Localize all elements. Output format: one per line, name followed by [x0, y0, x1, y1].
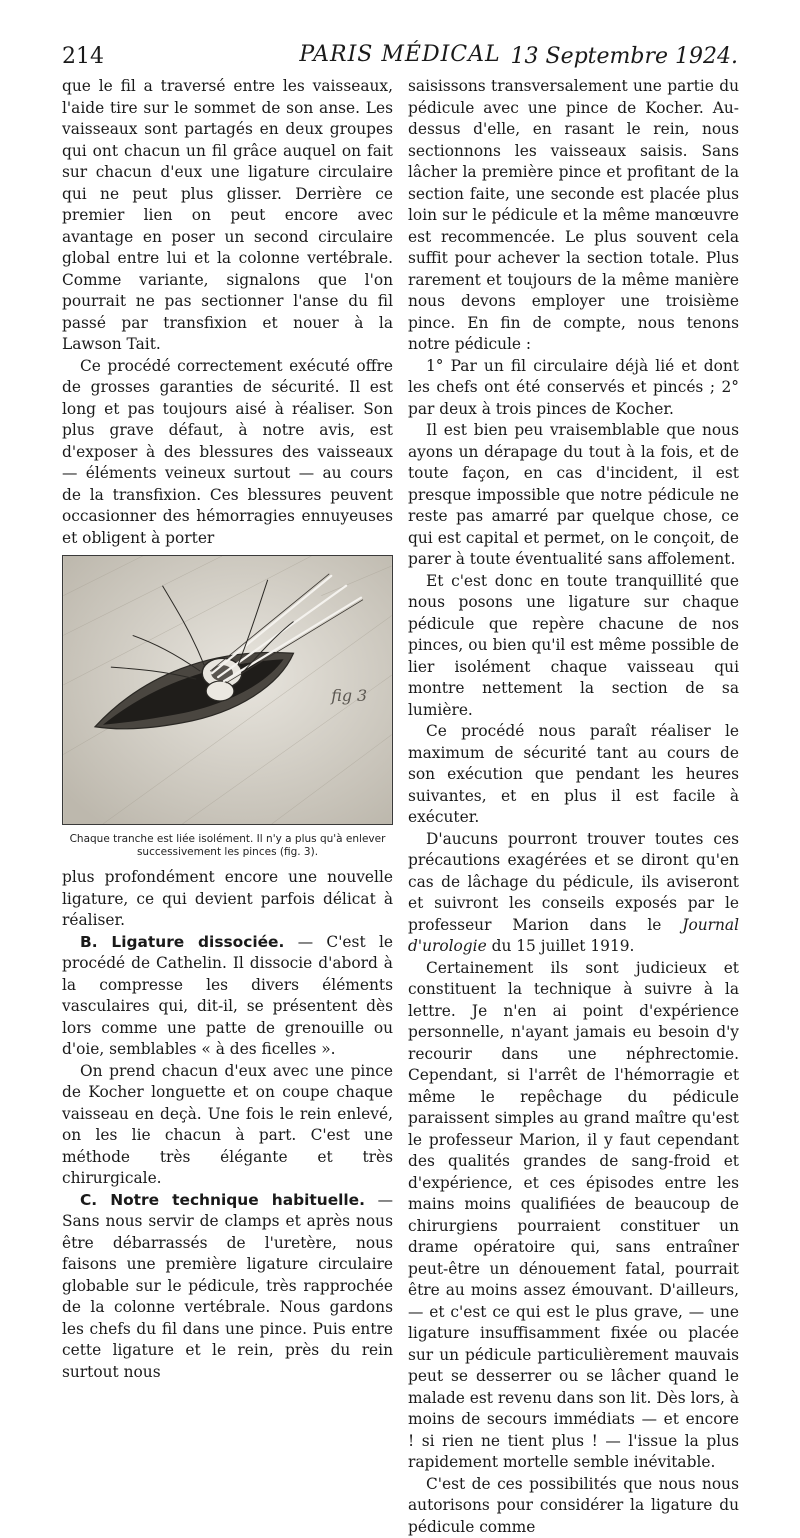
- page-header: [0, 0, 800, 70]
- issue-date: 13 Septembre 1924.: [511, 44, 738, 69]
- paragraph: Il est bien peu vraisemblable que nous ayons un dérapage du tout à la fois, et de toute façon, en cas d'incident, il est presque impossible que notre pédicule ne reste pas amarré par quelque chose, ce qui est capital et permet, on le conçoit, de parer à toute éventualité sans affolement.: [408, 420, 739, 571]
- paragraph: C'est de ces possibilités que nous nous autorisons pour considérer la ligature du pédicule comme: [408, 1474, 739, 1538]
- paragraph-b: B. Ligature dissociée. — C'est le procédé de Cathelin. Il dissocie d'abord à la compresse les divers éléments vasculaires qui, dit-il, se présentent dès lors comme une patte de grenouille ou d'oie, semblables « à des ficelles ».: [62, 932, 393, 1061]
- paragraph: Et c'est donc en toute tranquillité que nous posons une ligature sur chaque pédicule que repère chacune de nos pinces, ou bien qu'il est même possible de lier isolément chaque vaisseau qui montre nettement la section de sa lumière.: [408, 571, 739, 722]
- surgical-illustration: [62, 555, 393, 825]
- page-number: 214: [62, 44, 104, 69]
- figure-caption: Chaque tranche est liée isolément. Il n'y a plus qu'à enlever successivement les pinces (fig. 3).: [62, 833, 393, 859]
- journal-title: PARIS MÉDICAL: [0, 42, 800, 67]
- paragraph-c: C. Notre technique habituelle. — Sans nous servir de clamps et après nous être débarrassés de l'uretère, nous faisons une première ligature circulaire globable sur le pédicule, très rapprochée de la colonne vertébrale. Nous gardons les chefs du fil dans une pince. Puis entre cette ligature et le rein, près du rein surtout nous: [62, 1190, 393, 1384]
- left-column: [62, 76, 393, 1383]
- section-heading: B. Ligature dissociée.: [80, 933, 284, 951]
- paragraph: 1° Par un fil circulaire déjà lié et dont les chefs ont été conservés et pincés ; 2° par deux à trois pinces de Kocher.: [408, 356, 739, 421]
- right-column: [408, 76, 739, 1538]
- paragraph: Certainement ils sont judicieux et constituent la technique à suivre à la lettre. Je n'en ai point d'expérience personnelle, n'ayant jamais eu besoin d'y recourir dans une néphrectomie. Cependant, si l'arrêt de l'hémorragie et même le repêchage du pédicule paraissent simples au grand maître qu'est le professeur Marion, il y faut cependant des qualités grandes de sang-froid et d'expérience, et ces épisodes entre les mains moins qualifiées de beaucoup de chirurgiens pourraient constituer un drame opératoire qui, sans entraîner peut-être un dénouement fatal, pourrait être au moins assez émouvant. D'ailleurs, — et c'est ce qui est le plus grave, — une ligature insuffisamment fixée ou placée sur un pédicule particulièrement mauvais peut se desserrer ou se lâcher quand le malade est revenu dans son lit. Dès lors, à moins de secours immédiats — et encore ! si rien ne tient plus ! — l'issue la plus rapidement mortelle semble inévitable.: [408, 958, 739, 1474]
- journal-citation: Journal d'urologie: [408, 916, 739, 956]
- figure-3: [62, 555, 393, 859]
- paragraph: Ce procédé nous paraît réaliser le maximum de sécurité tant au cours de son exécution que pendant les heures suivantes, et en plus il est facile à exécuter.: [408, 721, 739, 829]
- figure-label: fig 3: [330, 686, 367, 705]
- paragraph: On prend chacun d'eux avec une pince de Kocher longuette et on coupe chaque vaisseau en deçà. Une fois le rein enlevé, on les lie chacun à part. C'est une méthode très élégante et très chirurgicale.: [62, 1061, 393, 1190]
- paragraph: que le fil a traversé entre les vaisseaux, l'aide tire sur le sommet de son anse. Les vaisseaux sont partagés en deux groupes qui ont chacun un fil grâce auquel on fait sur chacun d'eux une ligature circulaire qui ne peut plus glisser. Derrière ce premier lien on peut encore avec avantage en poser un second circulaire global entre lui et la colonne vertébrale. Comme variante, signalons que l'on pourrait ne pas sectionner l'anse du fil passé par transfixion et nouer à la Lawson Tait.: [62, 76, 393, 356]
- section-heading: C. Notre technique habituelle.: [80, 1191, 365, 1209]
- paragraph: plus profondément encore une nouvelle ligature, ce qui devient parfois délicat à réaliser.: [62, 867, 393, 932]
- paragraph: Ce procédé correctement exécuté offre de grosses garanties de sécurité. Il est long et pas toujours aisé à réaliser. Son plus grave défaut, à notre avis, est d'exposer à des blessures des vaisseaux — éléments veineux surtout — au cours de la transfixion. Ces blessures peuvent occasionner des hémorragies ennuyeuses et obligent à porter: [62, 356, 393, 550]
- paragraph: D'aucuns pourront trouver toutes ces précautions exagérées et se diront qu'en cas de lâchage du pédicule, ils aviseront et suivront les conseils exposés par le professeur Marion dans le Journal d'urologie du 15 juillet 1919.: [408, 829, 739, 958]
- paragraph: saisissons transversalement une partie du pédicule avec une pince de Kocher. Au-dessus d'elle, en rasant le rein, nous sectionnons les vaisseaux saisis. Sans lâcher la première pince et profitant de la section faite, une seconde est placée plus loin sur le pédicule et la même manœuvre est recommencée. Le plus souvent cela suffit pour achever la section totale. Plus rarement et toujours de la même manière nous devons employer une troisième pince. En fin de compte, nous tenons notre pédicule :: [408, 76, 739, 356]
